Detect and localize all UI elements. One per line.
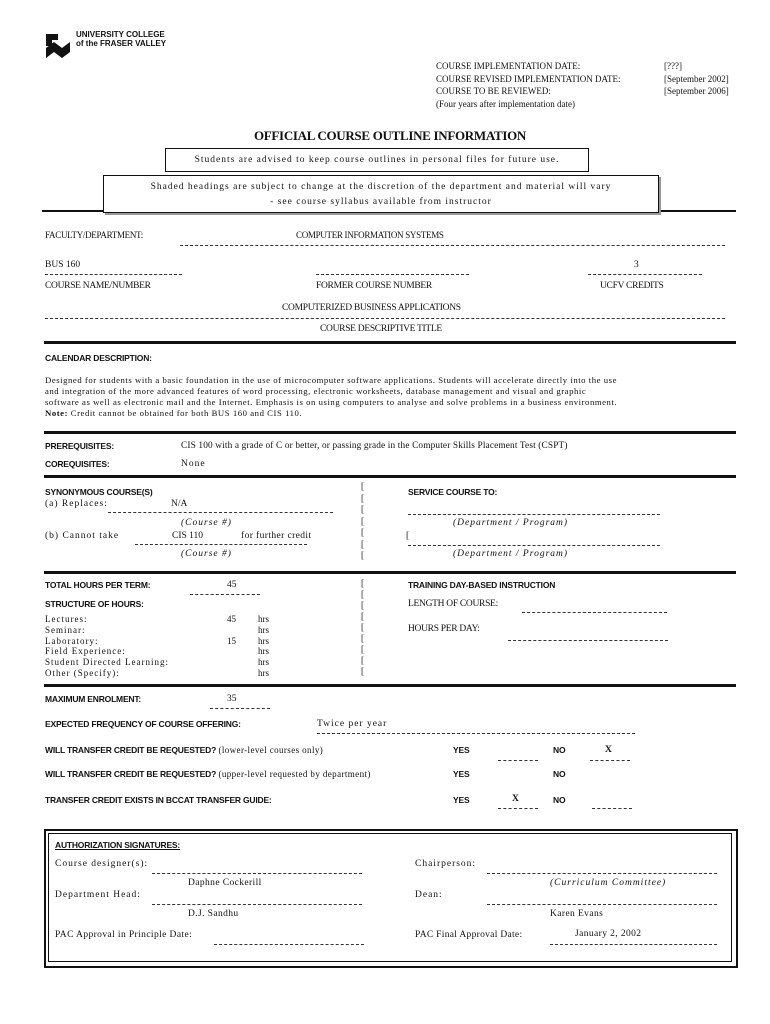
- service-line-2: [408, 545, 660, 546]
- training-heading: TRAINING DAY-BASED INSTRUCTION: [408, 580, 556, 590]
- dept-head-label: Department Head:: [55, 890, 141, 900]
- transfer-lower-yes: YES: [453, 745, 470, 755]
- course-title-label: COURSE DESCRIPTIVE TITLE: [320, 324, 442, 334]
- hours-row-lectures-label: Lectures:: [45, 614, 88, 624]
- college-logo-icon: [44, 32, 74, 60]
- frequency-line: [317, 733, 635, 734]
- max-enrolment-label: MAXIMUM ENROLMENT:: [45, 694, 142, 704]
- calendar-line1: Designed for students with a basic foundation in the use of microcomputer software applications. Students will accelerate directly into the use: [45, 375, 618, 385]
- synonymous-heading: SYNONYMOUS COURSE(S): [45, 487, 153, 497]
- college-name-line2: of the FRASER VALLEY: [76, 39, 167, 48]
- page-title: OFFICIAL COURSE OUTLINE INFORMATION: [253, 128, 527, 143]
- total-hours-value: 45: [227, 580, 237, 590]
- service-dept-hint-2: (Department / Program): [453, 549, 569, 559]
- column-divider-2: [ [ [ [ [ [ [ [ [: [361, 578, 364, 676]
- pac-principle-line: [214, 944, 364, 945]
- length-of-course-line: [522, 612, 667, 613]
- bccat-yes-mark: X: [512, 794, 519, 804]
- calendar-line3: software as well as electronic mail and the Internet. Emphasis is on using computers to analyse and solve problems in a business environment.: [45, 397, 618, 407]
- bccat-no: NO: [553, 795, 566, 805]
- designer-label: Course designer(s):: [55, 859, 149, 869]
- review-date-label: COURSE TO BE REVIEWED:: [436, 86, 551, 96]
- section-rule-3: [44, 475, 736, 478]
- replaces-value: N/A: [171, 499, 188, 509]
- length-of-course-label: LENGTH OF COURSE:: [408, 599, 498, 609]
- cannot-take-value: CIS 110: [172, 531, 204, 541]
- transfer-lower-no-mark: X: [605, 745, 612, 755]
- course-number-value: BUS 160: [45, 260, 81, 270]
- college-name-line1: UNIVERSITY COLLEGE: [76, 30, 165, 39]
- replaces-label: (a) Replaces:: [45, 499, 108, 509]
- hours-row-other-value: [227, 668, 236, 679]
- calendar-heading: CALENDAR DESCRIPTION:: [45, 353, 152, 363]
- hours-row-sdl-label: Student Directed Learning:: [45, 657, 169, 668]
- hours-row-seminar-unit: hrs: [258, 624, 269, 635]
- max-enrolment-value: 35: [227, 694, 237, 704]
- course-number-label: COURSE NAME/NUMBER: [45, 281, 151, 291]
- calendar-line2: and integration of the more advanced features of word processing, electronic worksheets, database management and visual and graphic: [45, 386, 587, 396]
- hours-row-lab-unit: hrs: [258, 635, 269, 646]
- transfer-upper-note: (upper-level requested by department): [218, 769, 371, 779]
- dept-head-line: [152, 904, 362, 905]
- transfer-upper-no: NO: [553, 769, 566, 779]
- total-hours-line: [190, 594, 260, 595]
- bccat-label: TRANSFER CREDIT EXISTS IN BCCAT TRANSFER GUIDE:: [45, 795, 272, 805]
- transfer-upper-row: [45, 769, 371, 780]
- transfer-upper-label: WILL TRANSFER CREDIT BE REQUESTED?: [45, 769, 217, 779]
- designer-name: Daphne Cockerill: [188, 878, 262, 888]
- column-divider-1: [ [ [ [ [ [ [: [361, 481, 364, 560]
- bccat-yes: YES: [453, 795, 470, 805]
- transfer-lower-no-line: [590, 760, 630, 761]
- hours-row-field-value: [227, 646, 236, 657]
- hours-row-lectures-value: 45: [227, 614, 236, 624]
- transfer-lower-no: NO: [553, 745, 566, 755]
- hours-row-lab-label: Laboratory:: [45, 635, 99, 646]
- dean-line: [487, 904, 717, 905]
- transfer-lower-note: (lower-level courses only): [218, 745, 324, 755]
- college-name: [76, 30, 166, 48]
- transfer-lower-yes-line: [498, 760, 538, 761]
- service-bracket: [: [406, 531, 410, 541]
- dates-block: [436, 60, 621, 110]
- shaded-notice-box: [103, 175, 659, 213]
- pac-principle-label: PAC Approval in Principle Date:: [55, 930, 193, 940]
- hours-per-day-label: HOURS PER DAY:: [408, 624, 480, 634]
- hours-row-seminar-value: [227, 625, 236, 636]
- chair-hint: (Curriculum Committee): [550, 878, 667, 888]
- hours-units: [258, 614, 269, 679]
- hours-row-sdl-value: [227, 657, 236, 668]
- total-hours-label: TOTAL HOURS PER TERM:: [45, 580, 151, 590]
- course-title-value: COMPUTERIZED BUSINESS APPLICATIONS: [282, 303, 461, 313]
- hours-row-sdl-unit: hrs: [258, 657, 269, 668]
- authorization-inner-box: [48, 833, 732, 962]
- shaded-notice-line2: - see course syllabus available from instructor: [270, 197, 492, 207]
- impl-date-label: COURSE IMPLEMENTATION DATE:: [436, 61, 581, 71]
- hours-row-field-unit: hrs: [258, 646, 269, 657]
- section-rule-4: [44, 571, 736, 574]
- hours-row-other-label: Other (Specify):: [45, 667, 120, 678]
- authorization-heading: AUTHORIZATION SIGNATURES:: [55, 840, 181, 850]
- calendar-note-label: Note:: [45, 408, 69, 418]
- review-date-value: [September 2006]: [664, 86, 729, 96]
- cannot-take-line: [135, 544, 307, 545]
- former-number-line: [316, 274, 469, 275]
- hours-per-day-line: [508, 640, 668, 641]
- transfer-upper-yes: YES: [453, 769, 470, 779]
- cannot-take-course-hint: (Course #): [181, 549, 232, 559]
- impl-date-value: [???]: [664, 61, 682, 71]
- designer-line: [152, 873, 362, 874]
- credits-line: [588, 274, 702, 275]
- prereq-label: PREREQUISITES:: [45, 441, 114, 451]
- faculty-value: COMPUTER INFORMATION SYSTEMS: [296, 230, 444, 240]
- dept-head-name: D.J. Sandhu: [188, 909, 239, 919]
- course-title-line: [45, 318, 725, 319]
- hours-row-lectures-unit: hrs: [258, 614, 269, 624]
- calendar-note-text: Credit cannot be obtained for both BUS 160 and CIS 110.: [70, 408, 303, 418]
- transfer-lower-row: [45, 745, 323, 756]
- faculty-line: [180, 245, 725, 246]
- course-number-line: [45, 274, 182, 275]
- hours-row-other-unit: hrs: [258, 667, 269, 678]
- hours-row-field-label: Field Experience:: [45, 646, 126, 657]
- review-date-note: (Four years after implementation date): [436, 98, 575, 109]
- frequency-label: EXPECTED FREQUENCY OF COURSE OFFERING:: [45, 719, 241, 729]
- hours-row-lab-value: 15: [227, 635, 236, 646]
- faculty-label: FACULTY/DEPARTMENT:: [45, 230, 143, 240]
- pac-final-label: PAC Final Approval Date:: [415, 930, 523, 940]
- frequency-value: Twice per year: [317, 719, 388, 729]
- cannot-take-label: (b) Cannot take: [45, 531, 120, 541]
- calendar-note: [45, 408, 617, 419]
- replaces-line: [108, 512, 333, 513]
- replaces-course-hint: (Course #): [181, 518, 232, 528]
- credits-value: 3: [634, 260, 639, 270]
- advice-box: Students are advised to keep course outlines in personal files for future use.: [165, 148, 589, 172]
- max-enrolment-line: [210, 708, 270, 709]
- cannot-take-suffix: for further credit: [241, 531, 312, 541]
- structure-hours-label: STRUCTURE OF HOURS:: [45, 599, 144, 609]
- calendar-description: [45, 375, 617, 419]
- dates-values: [664, 60, 729, 98]
- section-rule-2: [44, 431, 736, 434]
- former-number-label: FORMER COURSE NUMBER: [316, 281, 432, 291]
- service-dept-hint-1: (Department / Program): [453, 518, 569, 528]
- dean-name: Karen Evans: [550, 909, 604, 919]
- coreq-value: None: [181, 459, 206, 469]
- prereq-value: CIS 100 with a grade of C or better, or passing grade in the Computer Skills Placement Test (CSPT): [181, 441, 568, 451]
- pac-final-line: [550, 944, 717, 945]
- coreq-label: COREQUISITES:: [45, 459, 110, 469]
- service-heading: SERVICE COURSE TO:: [408, 487, 498, 497]
- credits-label: UCFV CREDITS: [600, 281, 664, 291]
- chair-line: [487, 873, 717, 874]
- hours-row-seminar-label: Seminar:: [45, 624, 86, 635]
- pac-final-date: January 2, 2002: [575, 929, 642, 939]
- dean-label: Dean:: [415, 890, 443, 900]
- transfer-lower-label: WILL TRANSFER CREDIT BE REQUESTED?: [45, 745, 217, 755]
- section-rule-5: [44, 684, 736, 687]
- service-line-1: [408, 514, 660, 515]
- chair-label: Chairperson:: [415, 859, 477, 869]
- shaded-notice-line1: Shaded headings are subject to change at the discretion of the department and material will vary: [150, 182, 612, 192]
- section-rule-1: [44, 341, 736, 344]
- hours-labels: [45, 614, 169, 679]
- hours-values: [227, 614, 236, 679]
- bccat-yes-line: [498, 808, 538, 809]
- bccat-no-line: [592, 808, 632, 809]
- revised-date-value: [September 2002]: [664, 73, 729, 84]
- revised-date-label: COURSE REVISED IMPLEMENTATION DATE:: [436, 73, 621, 84]
